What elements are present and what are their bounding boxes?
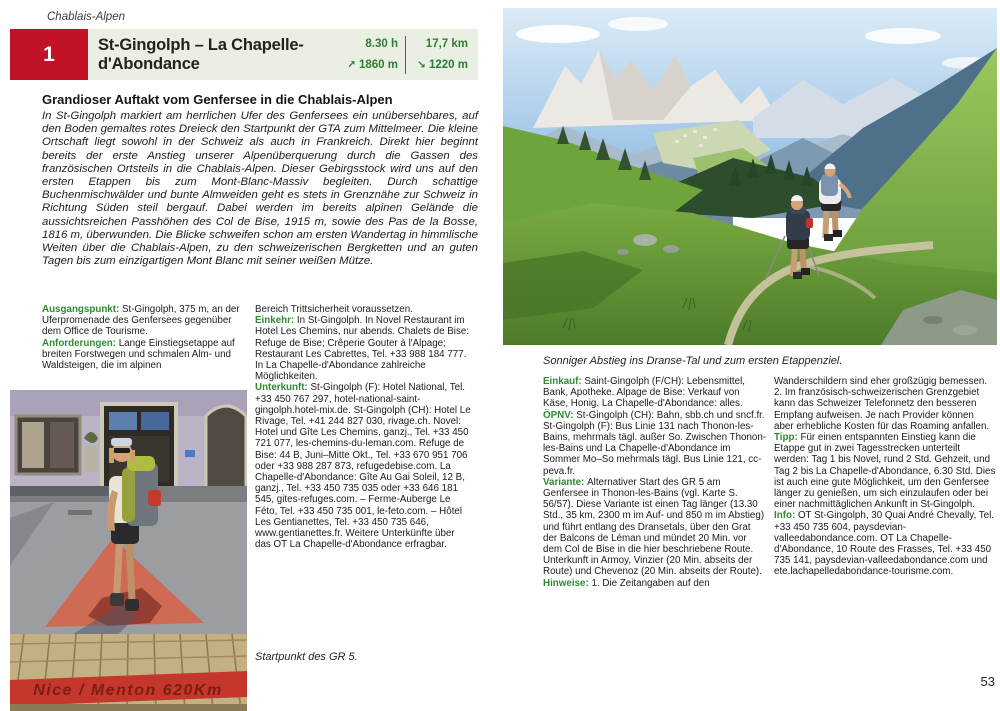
section-label: Variante:: [543, 476, 588, 488]
info-section: Ausgangspunkt: St-Gingolph, 375 m, an der Uferpromenade des Genfersees gegenüber dem Office de Tourisme.: [42, 304, 240, 338]
stat-distance: 17,7 km: [425, 38, 468, 50]
section-label: Einkauf:: [543, 376, 585, 387]
stage-title-line1: St-Gingolph – La Chapelle-: [98, 35, 304, 54]
stage-title: [88, 33, 343, 77]
section-label: Anforderungen:: [42, 337, 119, 349]
section-label: Einkehr:: [255, 315, 297, 327]
descent-arrow-icon: ↘: [416, 59, 426, 71]
info-section: Variante: Alternativer Start des GR 5 am Genfersee in Thonon-les-Bains (vgl. Karte S. 56/57). Diese Variante ist einen Tag länger (13.30 Std., 35 km, 2300 m im Auf- und 850 m im Abstieg) und führt entlang des Dransetals, über den Grat der Balcons de Léman und mündet 20 Min. vor dem Col de Bise in die hier beschriebene Route. Unterkunft in Armoy, Vinzier (20 Min. abseits der Route) und Chevenoz (20 Min. abseits der Route).: [543, 476, 765, 578]
right-photo-caption: Sonniger Abstieg ins Dranse-Tal und zum ersten Etappenziel.: [543, 355, 843, 367]
section-label: ÖPNV:: [543, 409, 577, 421]
photo-start-triangle-art: [10, 390, 247, 711]
ascent-arrow-icon: ↗: [346, 59, 356, 71]
stage-stats: [343, 34, 470, 76]
info-column-4: [774, 376, 996, 578]
section-label: Info:: [774, 510, 798, 522]
info-section: Wanderschildern sind eher großzügig bemessen.: [774, 376, 988, 387]
info-section: 2. Im französisch-schweizerischen Grenzgebiet kann das Schweizer Telefonnetz den besseren Empfang aufweisen. Je nach Provider können aber erhebliche Kosten für das Roaming anfallen.: [774, 387, 990, 432]
info-section: Tipp: Für einen entspannten Einstieg kann die Etappe gut in zwei Tagesstrecken unterteilt werden: Tag 1 bis Novel, rund 2 Std. Gehzeit, und Tag 2 bis La Chapelle-d'Abondance, 6.30 Std. Dies ist auch eine gute Möglichkeit, um den Genfersee länger zu genießen, um sich einzulaufen oder bei einer nachmittäglichen Ankunft in St-Gingolph.: [774, 432, 996, 511]
section-kicker: Chablais-Alpen: [47, 11, 125, 23]
stat-ascent-value: 1860 m: [358, 59, 398, 71]
section-label: Hinweise:: [543, 577, 592, 589]
info-column-1: [42, 304, 250, 371]
section-label: Unterkunft:: [255, 382, 311, 394]
info-section: Einkehr: In St-Gingolph. In Novel Restaurant im Hotel Les Chemins, nur abends. Chalets de Bise: Refuge de Bise; Crêperie Gouter à l'Alpage; Restaurant Les Cabrettes, Tel. +33 988 184 777. In La Chapelle-d'Abondance zahlreiche Möglichkeiten.: [255, 315, 470, 383]
info-column-3: [543, 376, 767, 589]
stage-number-badge: 1: [10, 29, 88, 80]
intro-heading: Grandioser Auftakt vom Genfersee in die Chablais-Alpen: [42, 92, 393, 107]
left-photo-caption: Startpunkt des GR 5.: [255, 651, 358, 663]
info-section: Einkauf: Saint-Gingolph (F/CH): Lebensmittel, Bank, Apotheke. Alpage de Bise: Verkauf von Käse, Honig. La Chapelle-d'Abondance: alles.: [543, 376, 745, 410]
section-label: Ausgangspunkt:: [42, 304, 123, 315]
stat-ascent: [343, 59, 405, 71]
stat-duration: 8.30 h: [365, 38, 398, 50]
info-section: Unterkunft: St-Gingolph (F): Hotel National, Tel. +33 450 767 297, hotel-national-saint-gingolph.hotel-mix.de. St-Gingolph (CH): Hotel Le Rivage, Tel. +41 244 827 030, rivage.ch. Novel: Hotel und Gîte Les Chemins, ganzj., Tel. +33 450 721 077, les-chemins-du-leman.com. Refuge de Bise: 44 B, Juni–Mitte Okt., Tel. +33 670 951 706 oder +33 988 287 873, refugedebise.com. La Chapelle-d'Abondance: Gîte Au Gai Soleil, 12 B, ganzj., Tel. +33 450 735 035 oder +33 646 181 545, gites-refuges.com. – Ferme-Auberge Le Féto, Tel. +33 450 735 001, le-feto.com. – Hôtel Les Gentianettes, Tel. +33 450 735 646, www.gentianettes.fr. Weitere Unterkünfte über das OT La Chapelle-d'Abondance erfragbar.: [255, 382, 471, 551]
info-section: ÖPNV: St-Gingolph (CH): Bahn, sbb.ch und sncf.fr. St-Gingolph (F): Bus Linie 131 nach Thonon-les-Bains, mehrmals tägl. außer So. Zwischen Thonon-les-Bains und La Chapelle-d'Abondance im Sommer Mo–So mehrmals tägl. Bus Linie 121, cc-peva.fr.: [543, 409, 767, 477]
section-label: Tipp:: [774, 432, 801, 444]
page-number: 53: [980, 674, 995, 689]
info-section: Anforderungen: Lange Einstiegsetappe auf breiten Forstwegen und schmalen Alm- und Waldsteigen, die im alpinen: [42, 337, 235, 372]
intro-block: [42, 92, 478, 268]
start-sign-text: Nice / Menton 620Km: [33, 682, 223, 699]
intro-text: In St-Gingolph markiert am herrlichen Ufer des Genfersees ein unübersehbares, auf den Boden gemaltes rotes Dreieck den Startpunkt der GTA zum Mittelmeer. Die kleine Ortschaft liegt sowohl in der Schweiz als auch in Frankreich. Direkt hier beginnt bereits der erste Anstieg unserer Alpenüberquerung durch die Gassen des französischen Ortsteils in die Chablais-Alpen. Dieser Gebirgsstock wird uns auf den ersten Etappen bis zum Mont-Blanc-Massiv begleiten. Durch schattige Buchenmischwälder und bunte Almweiden geht es stets in Grenznähe zur Schweiz in Richtung Süden steil bergauf. Dabei werden im bereits alpinen Gelände die aussichtsreichen Passhöhen des Col de Bise, 1915 m, sowie des Pas de la Bosse, 1816 m, überwunden. Die Blicke schweifen schon am ersten Wandertag in himmlische Weiten über die Chablais-Alpen, zu den schweizerischen Bergketten und an guten Tagen bis zum einzigartigen Mont Blanc mit seiner weißen Mütze.: [42, 110, 479, 268]
info-column-2: [255, 304, 471, 550]
info-section: Hinweise: 1. Die Zeitangaben auf den: [543, 577, 710, 589]
stat-descent: [406, 59, 470, 71]
photo-start-triangle: [10, 390, 247, 711]
stage-title-bar: [88, 29, 478, 80]
stat-descent-value: 1220 m: [428, 59, 468, 71]
photo-hikers-descent: [503, 8, 997, 345]
info-section: Info: OT St-Gingolph, 30 Quai André Chevally, Tel. +33 450 735 604, paysdevian-valleedabondance.com. OT La Chapelle-d'Abondance, 10 Route des Frasses, Tel. +33 450 735 141, paysdevian-valleedabondance.com und ete.lachapelledabondance-tourisme.com.: [774, 510, 994, 578]
photo-hikers-descent-art: [503, 8, 997, 345]
stage-title-line2: d'Abondance: [98, 54, 200, 73]
info-section: Bereich Trittsicherheit voraussetzen.: [255, 304, 413, 315]
stage-header: [10, 29, 478, 80]
